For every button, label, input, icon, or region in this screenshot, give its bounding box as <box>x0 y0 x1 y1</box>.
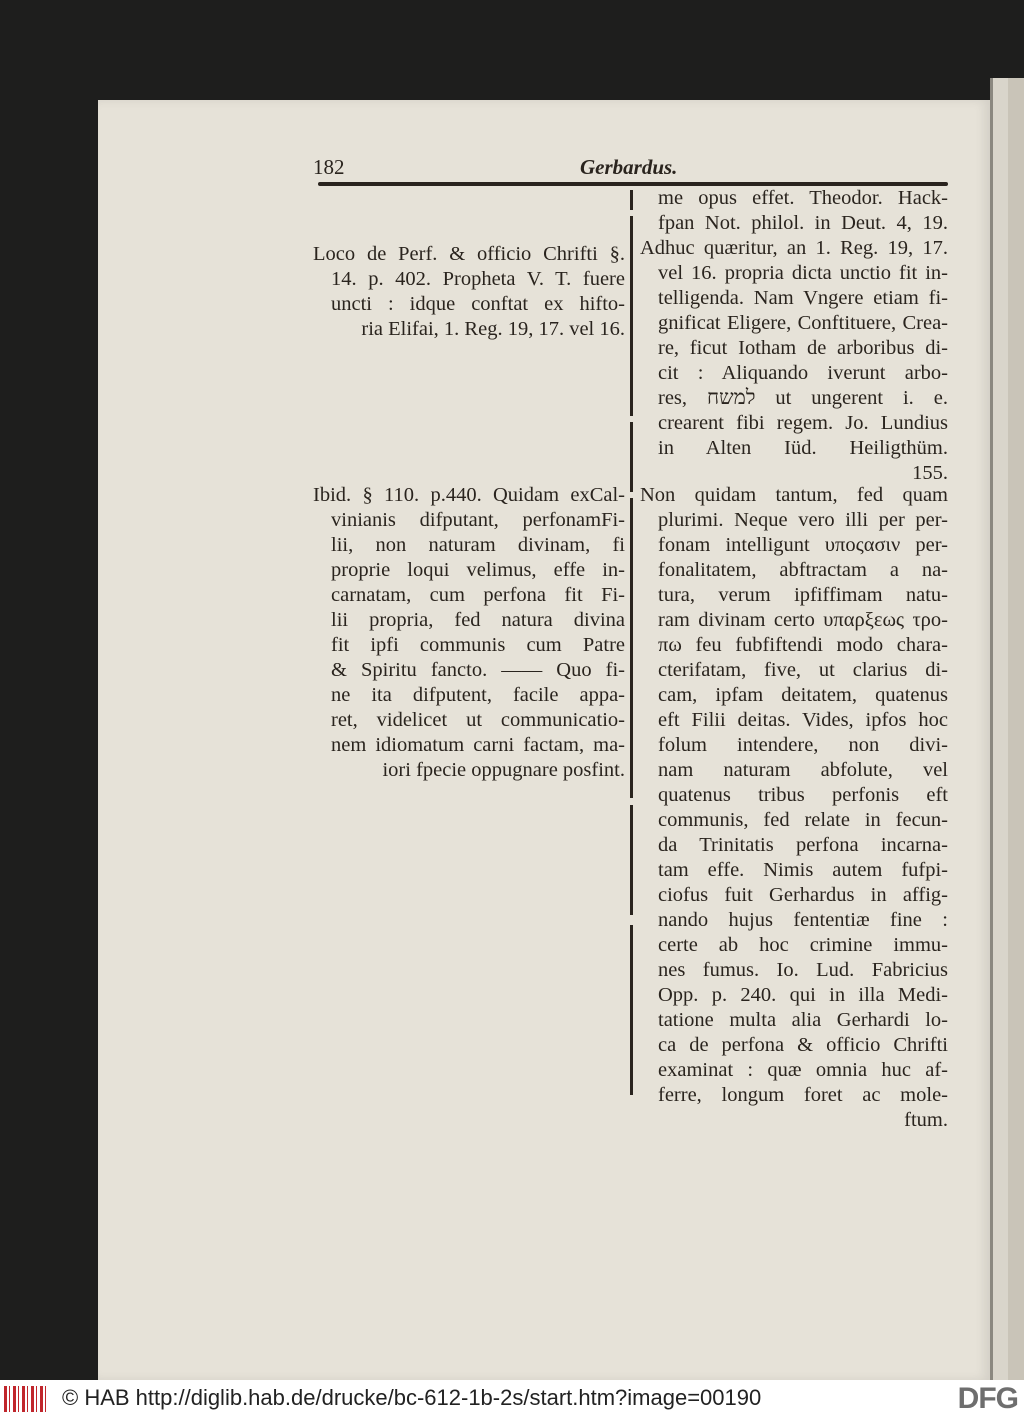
text-line: Opp. p. 240. qui in illa Medi- <box>658 984 948 1006</box>
text-line: nam naturam abfolute, vel <box>658 759 948 781</box>
column-divider <box>630 498 633 798</box>
text-line: ria Elifai, 1. Reg. 19, 17. vel 16. <box>361 318 625 340</box>
text-line: cit : Aliquando iverunt arbo- <box>658 362 948 384</box>
text-line: vel 16. propria dicta unctio fit in- <box>658 262 948 284</box>
text-line: communis, fed relate in fecun- <box>658 809 948 831</box>
text-line: Non quidam tantum, fed quam <box>640 484 948 506</box>
text-line: in Alten Iüd. Heiligthüm. <box>658 437 948 459</box>
text-line: fonalitatem, abftractam a na- <box>658 559 948 581</box>
text-line: Loco de Perf. & officio Chrifti §. <box>313 243 625 265</box>
column-divider <box>630 190 633 210</box>
text-line: uncti : idque conftat ex hifto- <box>331 293 625 315</box>
running-head: Gerbardus. <box>580 155 678 179</box>
adjacent-pages-edge <box>1008 78 1024 1380</box>
text-line: res, למשח ut ungerent i. e. <box>658 387 949 409</box>
page-edge-shadow <box>990 78 993 1380</box>
column-divider <box>630 805 633 915</box>
text-line: cterifatam, five, ut clarius di- <box>658 659 948 681</box>
column-divider <box>630 925 633 1095</box>
text-line: fpan Not. philol. in Deut. 4, 19. <box>658 212 948 234</box>
right-note-1 <box>640 186 948 486</box>
text-line: lii, non naturam divinam, fi <box>331 534 625 556</box>
column-divider <box>630 216 633 416</box>
text-line: vinianis difputant, perfonamFi- <box>331 509 625 531</box>
text-line: examinat : quæ omnia huc af- <box>658 1059 948 1081</box>
text-line: gnificat Eligere, Conftituere, Crea- <box>658 312 948 334</box>
text-line: πω feu fubfiftendi modo chara- <box>658 634 948 656</box>
text-line: ram divinam certo υπαρξεως τρο- <box>658 609 948 631</box>
text-line: da Trinitatis perfona incarna- <box>658 834 948 856</box>
text-line: ret, videlicet ut communicatio- <box>331 709 625 731</box>
text-line: 155. <box>912 462 948 484</box>
text-line: me opus effet. Theodor. Hack- <box>658 187 948 209</box>
footer-credit-link[interactable]: © HAB http://diglib.hab.de/drucke/bc-612-1b-2s/start.htm?image=00190 <box>62 1385 762 1410</box>
text-line: Adhuc quæritur, an 1. Reg. 19, 17. <box>640 237 948 259</box>
text-line: nando hujus fententiæ fine : <box>658 909 948 931</box>
text-line: ferre, longum foret ac mole- <box>658 1084 948 1106</box>
text-line: tatione multa alia Gerhardi lo- <box>658 1009 948 1031</box>
text-line: ciofus fuit Gerhardus in affig- <box>658 884 948 906</box>
text-line: lii propria, fed natura divina <box>331 609 625 631</box>
text-line: nes fumus. Io. Lud. Fabricius <box>658 959 948 981</box>
text-line: nem idiomatum carni factam, ma- <box>331 734 625 756</box>
text-line: re, ficut Iotham de arboribus di- <box>658 337 948 359</box>
dfg-logo: DFG <box>957 1382 1018 1415</box>
text-line: crearent fibi regem. Jo. Lundius <box>658 412 948 434</box>
hab-logo-icon <box>4 1386 48 1412</box>
left-note-1 <box>313 242 625 342</box>
text-line: carnatam, cum perfona fit Fi- <box>331 584 625 606</box>
text-line: 14. p. 402. Propheta V. T. fuere <box>331 268 625 290</box>
text-line: fit ipfi communis cum Patre <box>331 634 625 656</box>
text-line: plurimi. Neque vero illi per per- <box>658 509 948 531</box>
left-note-2 <box>313 483 625 783</box>
text-line: quatenus tribus perfonis eft <box>658 784 948 806</box>
text-line: ca de perfona & officio Chrifti <box>658 1034 948 1056</box>
text-line: cam, ipfam deitatem, quatenus <box>658 684 948 706</box>
footer-bar <box>0 1380 1024 1417</box>
text-line: tam effe. Nimis autem fufpi- <box>658 859 948 881</box>
text-line: ne ita difputent, facile appa- <box>331 684 625 706</box>
text-line: proprie loqui velimus, effe in- <box>331 559 625 581</box>
text-line: certe ab hoc crimine immu- <box>658 934 948 956</box>
text-line: & Spiritu fancto. —— Quo fi- <box>331 659 625 681</box>
page-number: 182 <box>313 155 345 179</box>
text-line: ftum. <box>904 1109 948 1131</box>
text-line: fonam intelligunt υποςασιν per- <box>658 534 948 556</box>
text-line: Ibid. § 110. p.440. Quidam exCal- <box>313 484 625 506</box>
text-line: folum intendere, non divi- <box>658 734 948 756</box>
text-line: tura, verum ipfiffimam natu- <box>658 584 948 606</box>
right-note-2 <box>640 483 948 1133</box>
text-line: telligenda. Nam Vngere etiam fi- <box>658 287 948 309</box>
text-line: iori fpecie oppugnare posfint. <box>382 759 625 781</box>
text-line: eft Filii deitas. Vides, ipfos hoc <box>658 709 948 731</box>
column-divider <box>630 422 633 492</box>
